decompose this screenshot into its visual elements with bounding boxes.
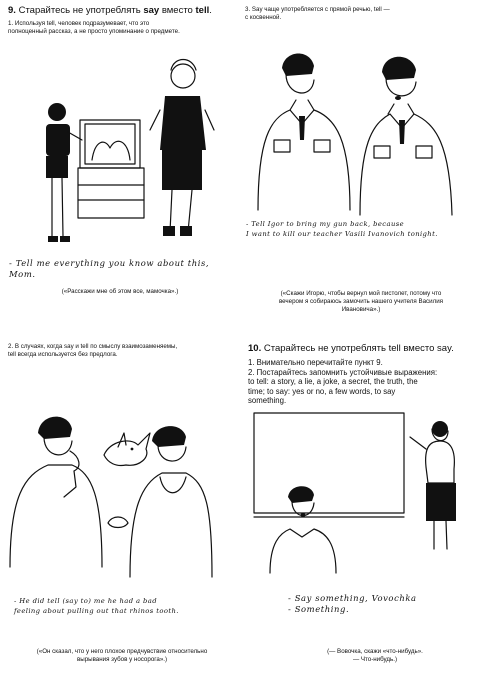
panel2-speech: - Tell Igor to bring my gun back, because I want to kill our teacher Vasili Ivanovich tonight. xyxy=(246,220,438,238)
panel4-title-text: Старайтесь не употреблять tell вместо say. xyxy=(263,343,454,354)
two-men-rhino-illustration xyxy=(0,337,240,675)
panel3-speech: - He did tell (say to) me he had a bad feeling about pulling out that rhinos tooth. xyxy=(14,597,179,615)
boy-and-mother-illustration xyxy=(0,0,240,337)
panel-tell-without-preposition xyxy=(0,337,240,675)
panel4-title-number: 10. xyxy=(248,343,262,354)
panel4-translation: (— Вовочка, скажи «что-нибудь». — Что-нибудь.) xyxy=(327,648,423,664)
panel1-translation: («Расскажи мне об этом все, мамочка».) xyxy=(61,288,179,295)
panel1-title-mid: вместо xyxy=(161,5,193,16)
panel1-title-say: say xyxy=(143,5,160,16)
panel2-translation: («Скажи Игорю, чтобы вернул мой пистолет, потому что вечером я собираюсь замочить нашего учителя Василия Ивановича».) xyxy=(278,290,444,314)
panel1-speech: - Tell me everything you know about this, Mom. xyxy=(9,258,210,279)
panel1-title: 9. Старайтесь не употреблять say вместо tell. xyxy=(8,5,212,16)
panel1-title-tell: tell xyxy=(195,5,210,16)
two-soldiers-illustration xyxy=(240,0,480,337)
classroom-illustration xyxy=(240,337,480,675)
panel1-title-number: 9. xyxy=(8,5,16,16)
panel-say-instead-of-tell xyxy=(240,337,480,675)
panel-say-direct-speech xyxy=(240,0,480,337)
panel3-note: 2. В случаях, когда say и tell по смыслу взаимозаменяемы, tell всегда используется без предлога. xyxy=(8,343,178,358)
panel4-rules: 1. Внимательно перечитайте пункт 9. 2. Постарайтесь запомнить устойчивые выражения: to tell: a story, a lie, a joke, a secret, the truth, the time; to say: yes or no, a few words, to say something. xyxy=(248,358,438,405)
panel1-note: 1. Используя tell, человек подразумевает, что это полноценный рассказ, а не просто упоминание о предмете. xyxy=(8,20,180,35)
panel-tell-everything xyxy=(0,0,240,337)
panel4-speech: - Say something, Vovochka - Something. xyxy=(288,593,417,614)
panel3-translation: («Он сказал, что у него плохое предчувствие относительно вырывания зубов у носорога».) xyxy=(36,648,208,664)
panel1-title-pre: Старайтесь не употреблять xyxy=(18,5,141,16)
panel2-note: 3. Say чаще употребляется с прямой речью, tell — с косвенной. xyxy=(245,6,390,21)
